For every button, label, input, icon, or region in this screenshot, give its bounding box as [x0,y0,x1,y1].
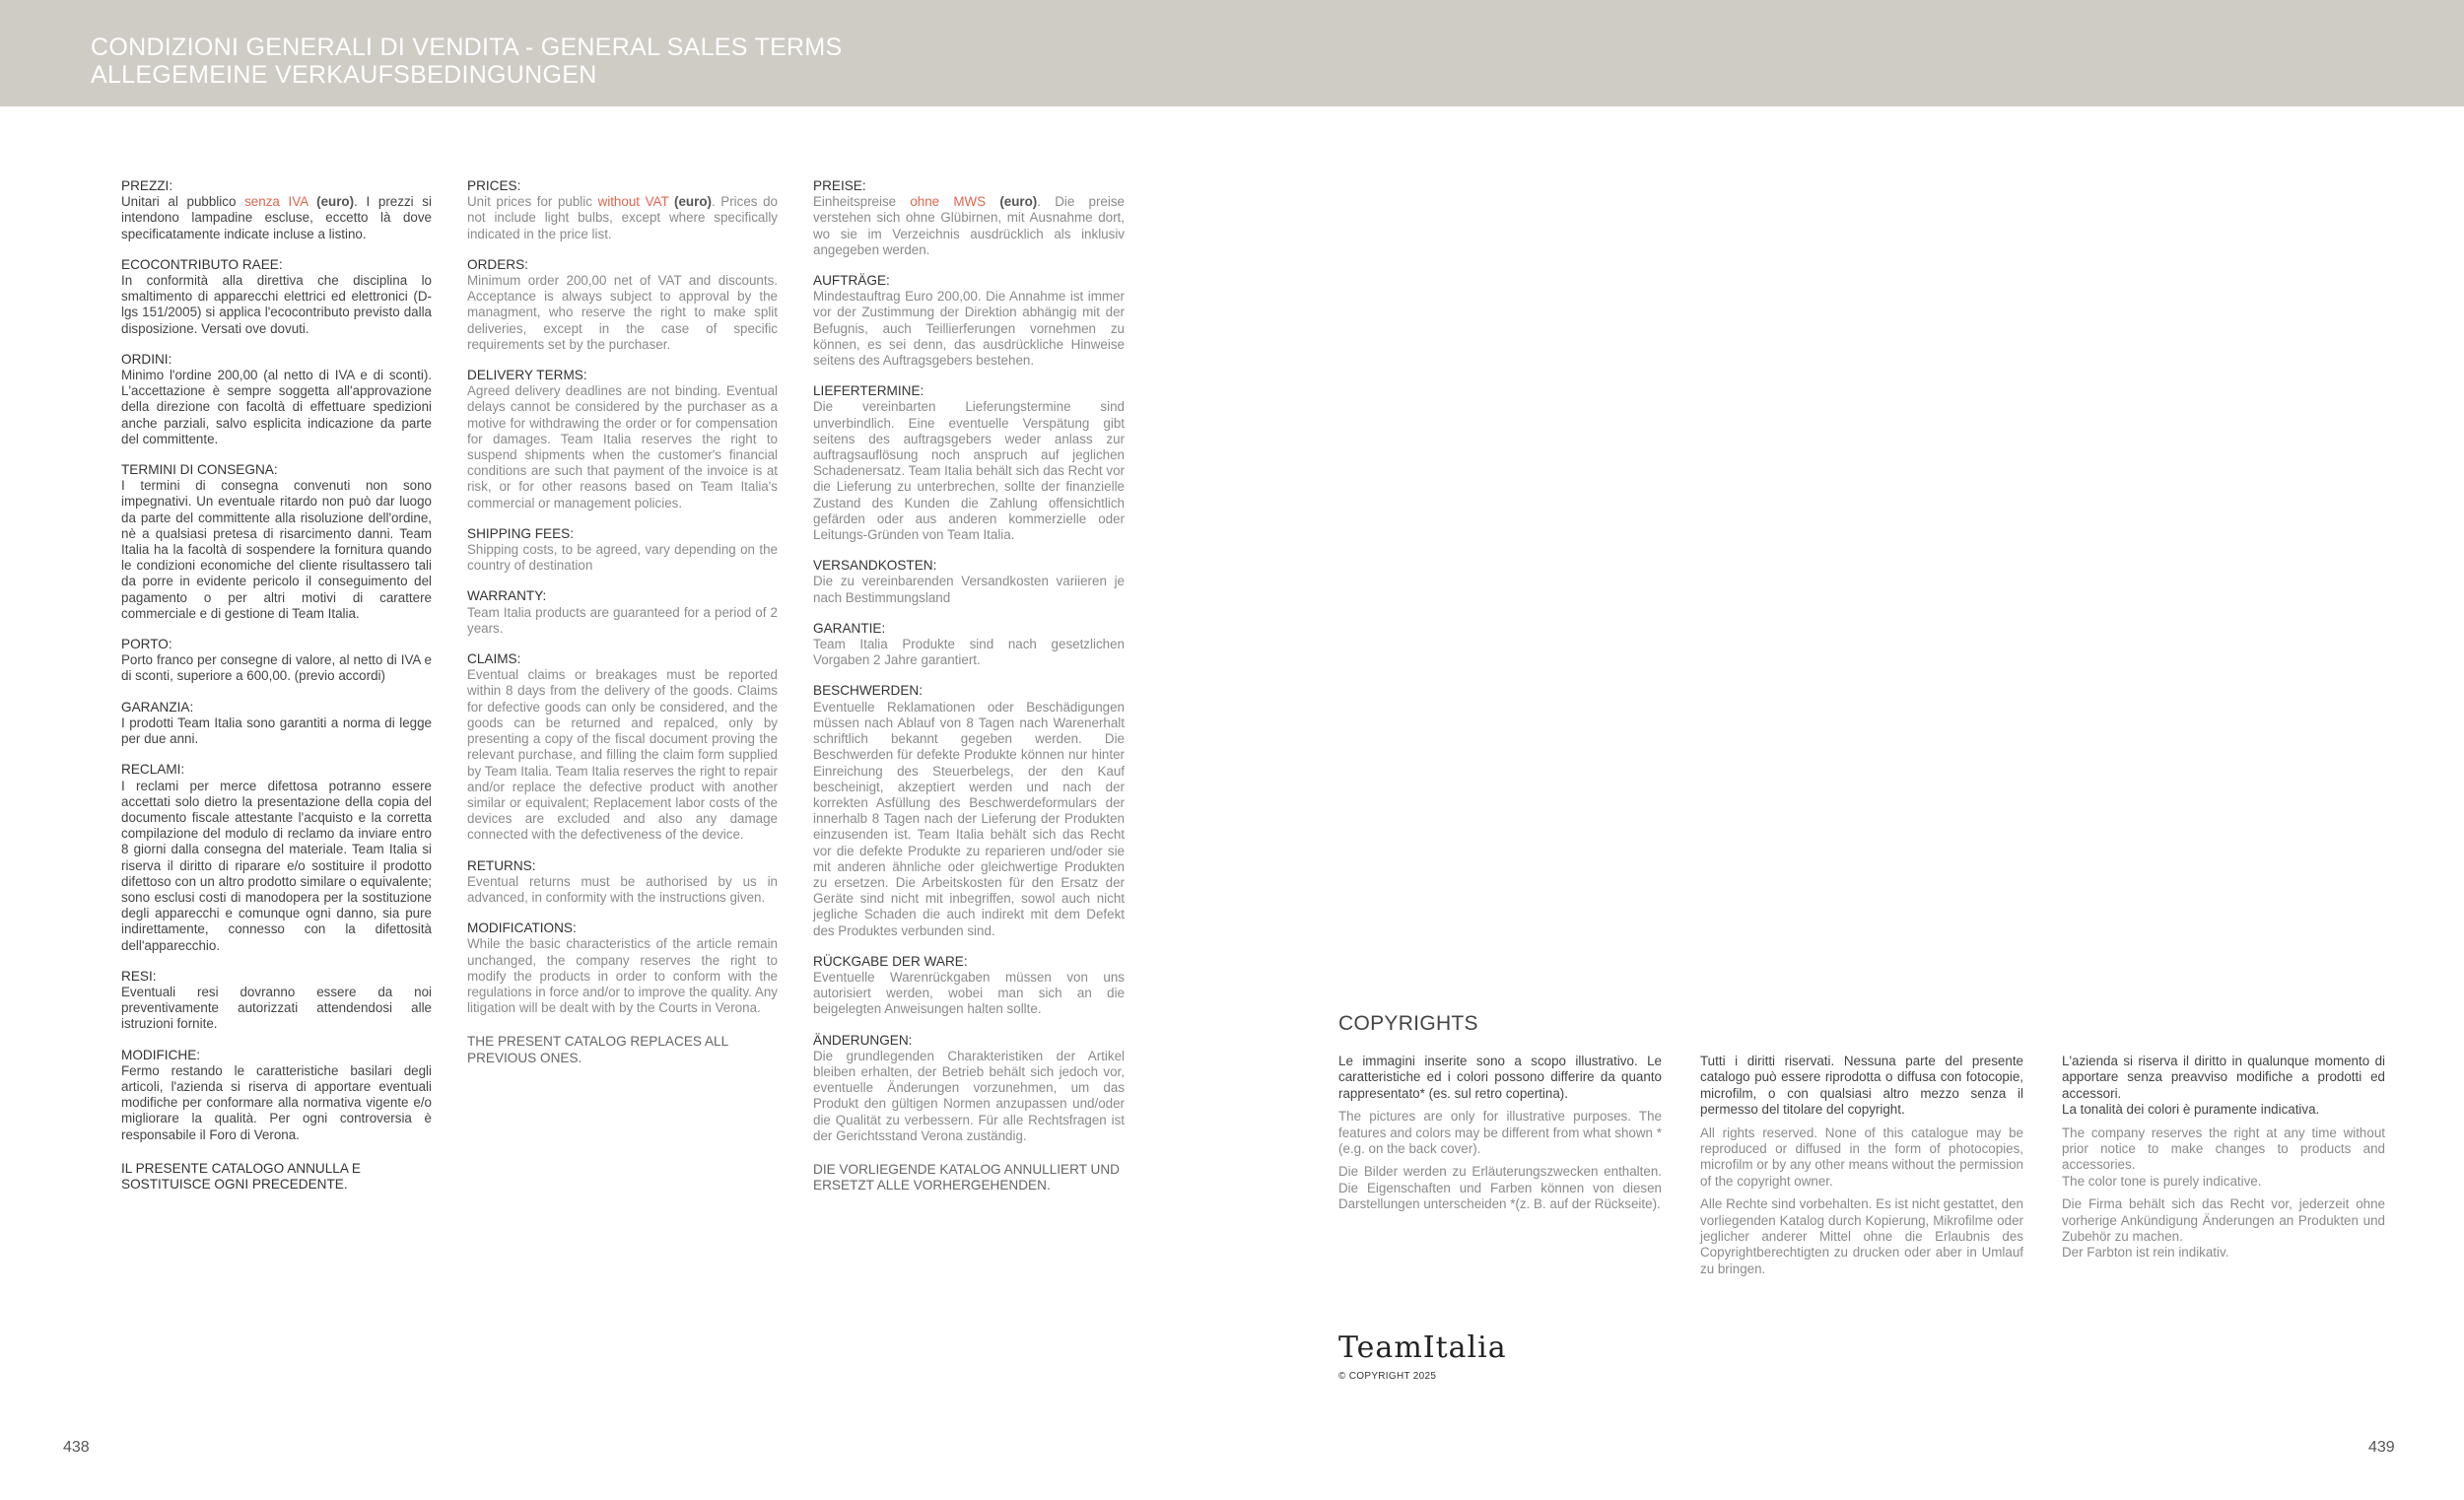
closing-statement: DIE VORLIEGENDE KATALOG ANNULLIERT UND ERSETZT ALLE VORHERGEHENDEN. [813,1161,1120,1193]
section-body: Die zu vereinbarenden Versandkosten variieren je nach Bestimmungsland [813,574,1125,605]
section-title: DELIVERY TERMS: [467,368,587,383]
text-segment: . Prices do not include light bulbs, except where specifically indicated in the price list. [467,194,778,241]
section [813,1033,1125,1144]
italian-terms-column [121,178,432,1193]
copyrights-column-2 [1700,1054,2023,1284]
section [467,257,778,353]
text-segment: Einheitspreise [813,194,911,210]
section [813,954,1125,1018]
english-terms-column [467,178,778,1066]
section-title: ORDERS: [467,256,528,272]
header-title-line2: ALLEGEMEINE VERKAUFSBEDINGUNGEN [91,61,597,89]
section [467,651,778,843]
section-body: Eventual returns must be authorised by us in advanced, in conformity with the instructions given. [467,873,778,905]
section [121,700,432,748]
section-prices [467,178,778,242]
page-header [0,0,2464,106]
text-segment: . I prezzi si intendono lampadine escluse, eccetto là dove specificatamente indicate incluse a listino. [121,194,432,241]
section [813,558,1125,606]
section-title: ECOCONTRIBUTO RAEE: [121,256,283,272]
section-title: WARRANTY: [467,588,547,604]
copyright-paragraph: Die Bilder werden zu Erläuterungszwecken enthalten. Die Eigenschaften und Farben können von diesen Darstellungen unterscheiden *(z. B. auf der Rückseite). [1338,1164,1662,1212]
section-body: Eventuali resi dovranno essere da noi preventivamente autorizzati attendendosi alle istruzioni fornite. [121,984,432,1032]
section-title: ORDINI: [121,351,172,367]
text-segment: Unitari al pubblico [121,194,245,210]
section-body: In conformità alla direttiva che disciplina lo smaltimento di apparecchi elettrici ed elettronici (D-lgs 151/2005) si applica l'ecocontributo previsto dalla disposizione. Versati ove dovuti. [121,273,432,336]
section [813,383,1125,543]
section-body: Team Italia products are guaranteed for a period of 2 years. [467,604,778,636]
highlight-text: senza IVA [244,194,308,210]
teamitalia-logo: TeamItalia [1338,1330,1507,1365]
page-number-right: 439 [2368,1439,2395,1456]
section-body: Mindestauftrag Euro 200,00. Die Annahme ist immer vor der Zustimmung der Direktion abhängig mit der Befugnis, auch Teillierferungen vornehmen zu können, es sei denn, das ausdrückliche Hinweise seitens des Auftragsgebers bestehen. [813,289,1125,369]
section-title: SHIPPING FEES: [467,525,575,541]
highlight-text: without VAT [597,194,669,210]
bold-text: (euro) [999,194,1038,210]
page-number-left: 438 [63,1439,90,1456]
section [813,683,1125,938]
section-title: PREISE: [813,178,866,193]
copyrights-column-1 [1338,1054,1662,1220]
section [121,969,432,1033]
section-title: GARANZIA: [121,699,194,715]
section-title: GARANTIE: [813,620,886,636]
section-body: Die vereinbarten Lieferungstermine sind unverbindlich. Eine eventuelle Verspätung gibt seitens des auftragsgebers weder anlass zur auftragsauflösung noch anspruch auf jeglichen Schadenersatz. Team Italia behält sich das Recht vor die Lieferung zu unterbrechen, sollte der finanzielle Zustand des Kunden die Zahlung offensichtlich gefärden oder aus anderen kommerzielle oder Leitungs-Gründen von Team Italia. [813,399,1125,543]
section-title: BESCHWERDEN: [813,683,924,699]
section-title: LIEFERTERMINE: [813,383,924,399]
section [121,637,432,685]
copyright-paragraph: Der Farbton ist rein indikativ. [2062,1245,2229,1261]
section-title: AUFTRÄGE: [813,273,890,289]
section-title: PORTO: [121,637,172,652]
copyright-paragraph: The company reserves the right at any time without prior notice to make changes to products and accessories. [2062,1125,2385,1173]
section-title: CLAIMS: [467,651,521,667]
closing-statement: THE PRESENT CATALOG REPLACES ALL PREVIOUS ONES. [467,1034,728,1065]
closing-statement: IL PRESENTE CATALOGO ANNULLA E SOSTITUISCE OGNI PRECEDENTE. [121,1160,361,1192]
section [121,762,432,953]
section [467,526,778,575]
section-body: I reclami per merce difettosa potranno essere accettati solo dietro la presentazione della copia del documento fiscale attestante l'acquisto e la corretta compilazione del modulo di reclamo da inviare entro 8 giorni dalla consegna del materiale. Team Italia si riserva il diritto di riparare e/o sostituire il prodotto difettoso con un altro prodotto similare o equivalente; sono esclusi costi di manodopera per la sostituzione degli apparecchi e comunque ogni danno, sia pure indirettamente, connesso con la difettosità dell'apparecchio. [121,778,432,953]
section-body: Die grundlegenden Charakteristiken der Artikel bleiben erhalten, der Betrieb behält sich jedoch vor, eventuelle Änderungen vorzunehmen, um das Produkt den gültigen Normen anzupassen und/oder die Qualität zu verbessern. Für alle Rechtsfragen ist der Gerichtsstand Verona zuständig. [813,1048,1125,1143]
section-body: I termini di consegna convenuti non sono impegnativi. Un eventuale ritardo non può dar luogo da parte del committente alla risoluzione dell'ordine, nè a qualsiasi pretesa di risarcimento danni. Team Italia ha la facoltà di sospendere la fornitura quando le condizioni economiche del cliente risultassero tali da porre in evidente pericolo il conseguimento del pagamento o per altri motivi di carattere commerciale e di gestione di Team Italia. [121,478,432,621]
section-body: Shipping costs, to be agreed, vary depending on the country of destination [467,542,778,574]
text-segment: Unit prices for public [467,194,598,210]
section-body [121,194,432,242]
section-body: Fermo restando le caratteristiche basilari degli articoli, l'azienda si riserva di apportare eventuali modifiche per conformare alla normativa vigente e/o migliorare la qualità. Per ogni controversia è responsabile il Foro di Verona. [121,1062,432,1142]
section [121,257,432,337]
german-terms-column [813,178,1125,1193]
section [813,273,1125,369]
section [121,1048,432,1143]
copyright-paragraph: The pictures are only for illustrative purposes. The features and colors may be different from what shown *(e.g. on the back cover). [1338,1109,1662,1157]
copyright-notice: © COPYRIGHT 2025 [1338,1371,1437,1382]
section-body: Eventual claims or breakages must be reported within 8 days from the delivery of the goods. Claims for defective goods can only be considered, and the goods can be returned and repalced, only by presenting a copy of the fiscal document proving the relevant purchase, and filling the claim form supplied by Team Italia. Team Italia reserves the right to repair and/or replace the defective product with another similar or equivalent; Replacement labor costs of the devices are excluded and also any damage connected with the defectiveness of the device. [467,667,778,843]
copyright-paragraph: Le immagini inserite sono a scopo illustrativo. Le caratteristiche ed i colori possono differire da quanto rappresentato* (es. sul retro copertina). [1338,1054,1662,1101]
section [467,588,778,637]
section-title: ÄNDERUNGEN: [813,1032,913,1048]
section [467,368,778,511]
section-prezzi [121,178,432,242]
copyright-paragraph: The color tone is purely indicative. [2062,1173,2262,1189]
section-body: Minimo l'ordine 200,00 (al netto di IVA e di sconti). L'accettazione è sempre soggetta all'approvazione della direzione con facoltà di effettuare spedizioni anche parziali, salvo esplicita indicazione da parte del committente. [121,368,432,446]
highlight-text: ohne MWS [910,194,987,210]
section-body: While the basic characteristics of the article remain unchanged, the company reserves the right to modify the products in order to conform with the regulations in force and/or to improve the quality. Any litigation will be dealt with by the Courts in Verona. [467,936,778,1016]
section-title: VERSANDKOSTEN: [813,558,937,574]
header-title-line1: CONDIZIONI GENERALI DI VENDITA - GENERAL SALES TERMS [91,34,843,61]
section-title: RÜCKGABE DER WARE: [813,953,968,969]
copyright-paragraph: Alle Rechte sind vorbehalten. Es ist nicht gestattet, den vorliegenden Katalog durch Kopierung, Mikrofilme oder jeglicher anderer Mittel ohne die Erlaubnis des Copyrightberechtigten zu drucken oder aber in Umlauf zu bringen. [1700,1196,2023,1276]
section-preise [813,178,1125,258]
section-title: RETURNS: [467,857,536,873]
section-title: PREZZI: [121,178,173,193]
copyright-paragraph: Die Firma behält sich das Recht vor, jederzeit ohne vorherige Ankündigung Änderungen an Produkten und Zubehör zu machen. [2062,1196,2385,1245]
section-title: MODIFICHE: [121,1047,201,1062]
bold-text: (euro) [674,194,712,210]
section-body: Minimum order 200,00 net of VAT and discounts. Acceptance is always subject to approval by the managment, who reserve the right to make split deliveries, except in the case of specific requirements set by the purchaser. [467,273,778,352]
section-title: PRICES: [467,178,521,193]
section-title: MODIFICATIONS: [467,920,577,936]
section-title: RECLAMI: [121,762,185,778]
section [121,462,432,622]
bold-text: (euro) [316,194,355,210]
copyright-paragraph: La tonalità dei colori è puramente indicativa. [2062,1102,2320,1118]
section [121,352,432,447]
section [467,920,778,1016]
section-body [813,194,1125,258]
copyright-paragraph: L'azienda si riserva il diritto in qualunque momento di apportare senza preavviso modifiche a prodotti ed accessori. [2062,1054,2385,1101]
text-segment: . Die preise verstehen sich ohne Glübirnen, mit Ausnahme dort, wo sie im Verzeichnis ausdrücklich als inklusiv angegeben werden. [813,194,1125,257]
copyright-paragraph: All rights reserved. None of this catalogue may be reproduced or diffused in the form of photocopies, microfilm or by any other means without the permission of the copyright owner. [1700,1125,2023,1189]
section-body: Agreed delivery deadlines are not binding. Eventual delays cannot be considered by the purchaser as a motive for withdrawing the order or for compensation for damages. Team Italia reserves the right to suspend shipments when the customer's financial conditions are such that payment of the invoice is at risk, or for other reasons based on Team Italia's commercial or management policies. [467,383,778,511]
section [813,621,1125,669]
section-body: Eventuelle Warenrückgaben müssen von uns autorisiert werden, wobei man sich an die beigelegten Anweisungen halten sollte. [813,969,1125,1017]
section-body: Porto franco per consegne di valore, al netto di IVA e di sconti, superiore a 600,00. (previo accordi) [121,652,432,684]
copyrights-column-3 [2062,1054,2385,1268]
section-body: Team Italia Produkte sind nach gesetzlichen Vorgaben 2 Jahre garantiert. [813,637,1125,668]
copyrights-title: COPYRIGHTS [1338,1012,1478,1035]
section-title: TERMINI DI CONSEGNA: [121,462,278,478]
copyright-paragraph: Tutti i diritti riservati. Nessuna parte del presente catalogo può essere riprodotta o diffusa con fotocopie, microfilm, o con qualsiasi altro mezzo senza il permesso del titolare del copyright. [1700,1054,2023,1118]
section [467,858,778,907]
section-body [467,194,778,242]
section-title: RESI: [121,968,157,984]
section-body: I prodotti Team Italia sono garantiti a norma di legge per due anni. [121,715,432,747]
section-body: Eventuelle Reklamationen oder Beschädigungen müssen nach Ablauf von 8 Tagen nach Warenerhalt schriftlich bekannt gegeben werden. Die Beschwerden für defekte Produkte können nur hinter Einreichung des Steuerbelegs, der den Kauf bescheinigt, akzeptiert werden und nach der korrekten Asfüllung des Beschwerdeformulars der innerhalb 8 Tagen nach der Lieferung der Produkten einzusenden ist. Team Italia behält sich das Recht vor die defekte Produkte zu reparieren und/oder sie mit anderen ähnliche oder gleichwertige Produkten zu ersetzen. Die Arbeitskosten für den Ersatz der Geräte sind nicht mit inbegriffen, sowol auch nicht jegliche Schaden die auch indirekt mit dem Defekt des Produktes verbunden sind. [813,699,1125,938]
